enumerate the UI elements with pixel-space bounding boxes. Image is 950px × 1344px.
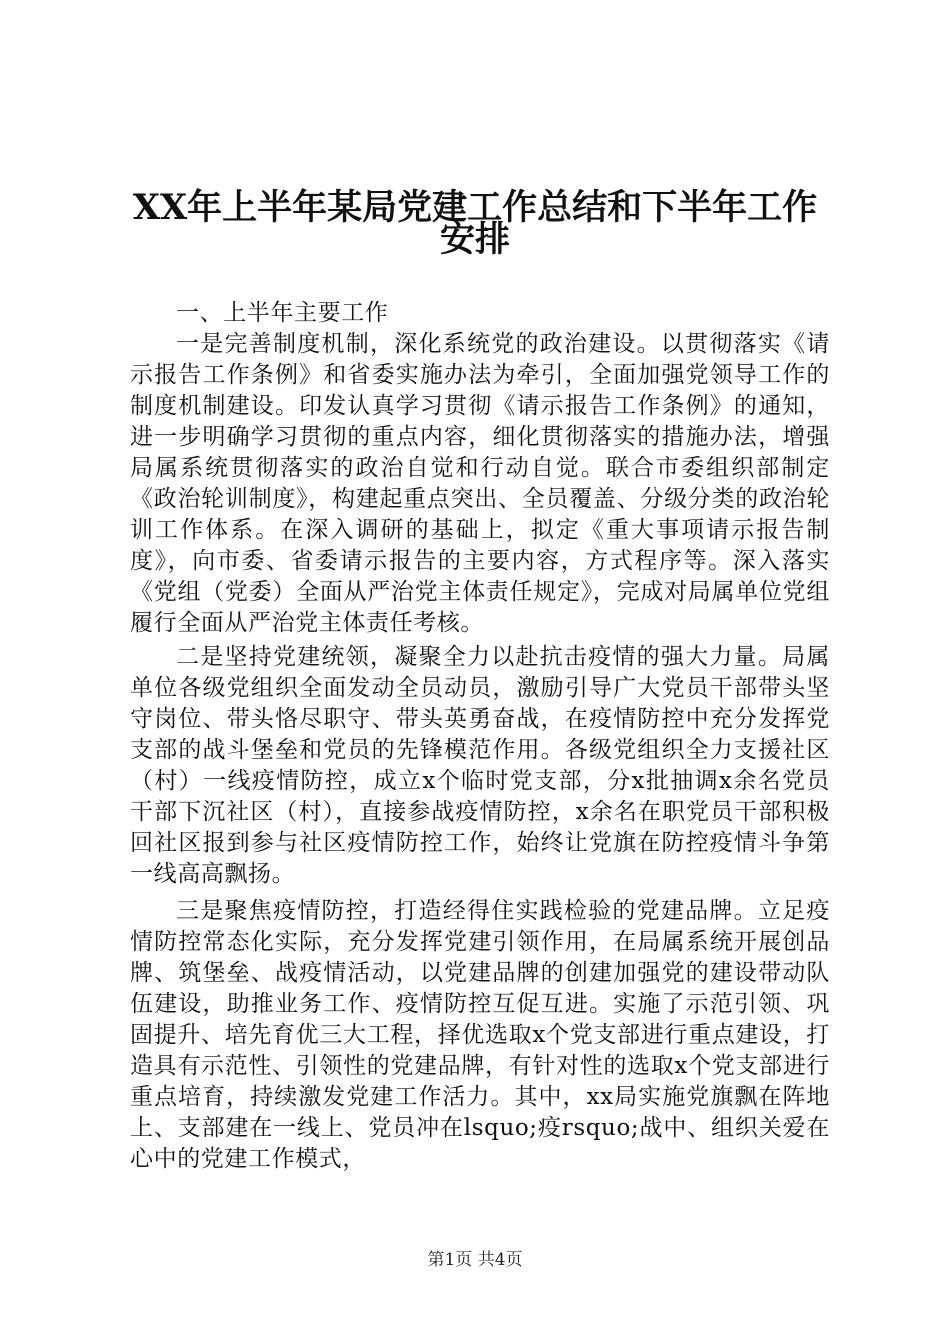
document-title-line-2: 安排 xyxy=(439,219,510,260)
paragraph-1: 一是完善制度机制，深化系统党的政治建设。以贯彻落实《请示报告工作条例》和省委实施办法为牵引，全面加强党领导工作的制度机制建设。印发认真学习贯彻《请示报告工作条例》的通知，进一步明确学习贯彻的重点内容，细化贯彻落实的措施办法，增强局属系统贯彻落实的政治自觉和行动自觉。联合市委组织部制定《政治轮训制度》，构建起重点突出、全员覆盖、分级分类的政治轮训工作体系。在深入调研的基础上，拟定《重大事项请示报告制度》，向市委、省委请示报告的主要内容，方式程序等。深入落实《党组（党委）全面从严治党主体责任规定》，完成对局属单位党组履行全面从严治党主体责任考核。 xyxy=(130,331,830,636)
document-title-line-1: XX年上半年某局党建工作总结和下半年工作 xyxy=(132,187,818,228)
paragraph-3: 三是聚焦疫情防控，打造经得住实践检验的党建品牌。立足疫情防控常态化实际，充分发挥党建引领作用，在局属系统开展创品牌、筑堡垒、战疫情活动，以党建品牌的创建加强党的建设带动队伍建设，助推业务工作、疫情防控互促互进。实施了示范引领、巩固提升、培先育优三大工程，择优选取x个党支部进行重点建设，打造具有示范性、引领性的党建品牌，有针对性的选取x个党支部进行重点培育，持续激发党建工作活力。其中，xx局实施党旗飘在阵地上、支部建在一线上、党员冲在lsquo;疫rsquo;战中、组织关爱在心中的党建工作模式， xyxy=(130,898,830,1172)
document-body xyxy=(130,298,830,1175)
paragraph-2: 二是坚持党建统领，凝聚全力以赴抗击疫情的强大力量。局属单位各级党组织全面发动全员动员，激励引导广大党员干部带头坚守岗位、带头恪尽职守、带头英勇奋战，在疫情防控中充分发挥党支部的战斗堡垒和党员的先锋模范作用。各级党组织全力支援社区（村）一线疫情防控，成立x个临时党支部，分x批抽调x余名党员干部下沉社区（村），直接参战疫情防控，x余名在职党员干部积极回社区报到参与社区疫情防控工作，始终让党旗在防控疫情斗争第一线高高飘扬。 xyxy=(130,644,830,887)
section-heading: 一、上半年主要工作 xyxy=(176,300,389,326)
page-number-footer: 第1页 共4页 xyxy=(427,1250,523,1270)
